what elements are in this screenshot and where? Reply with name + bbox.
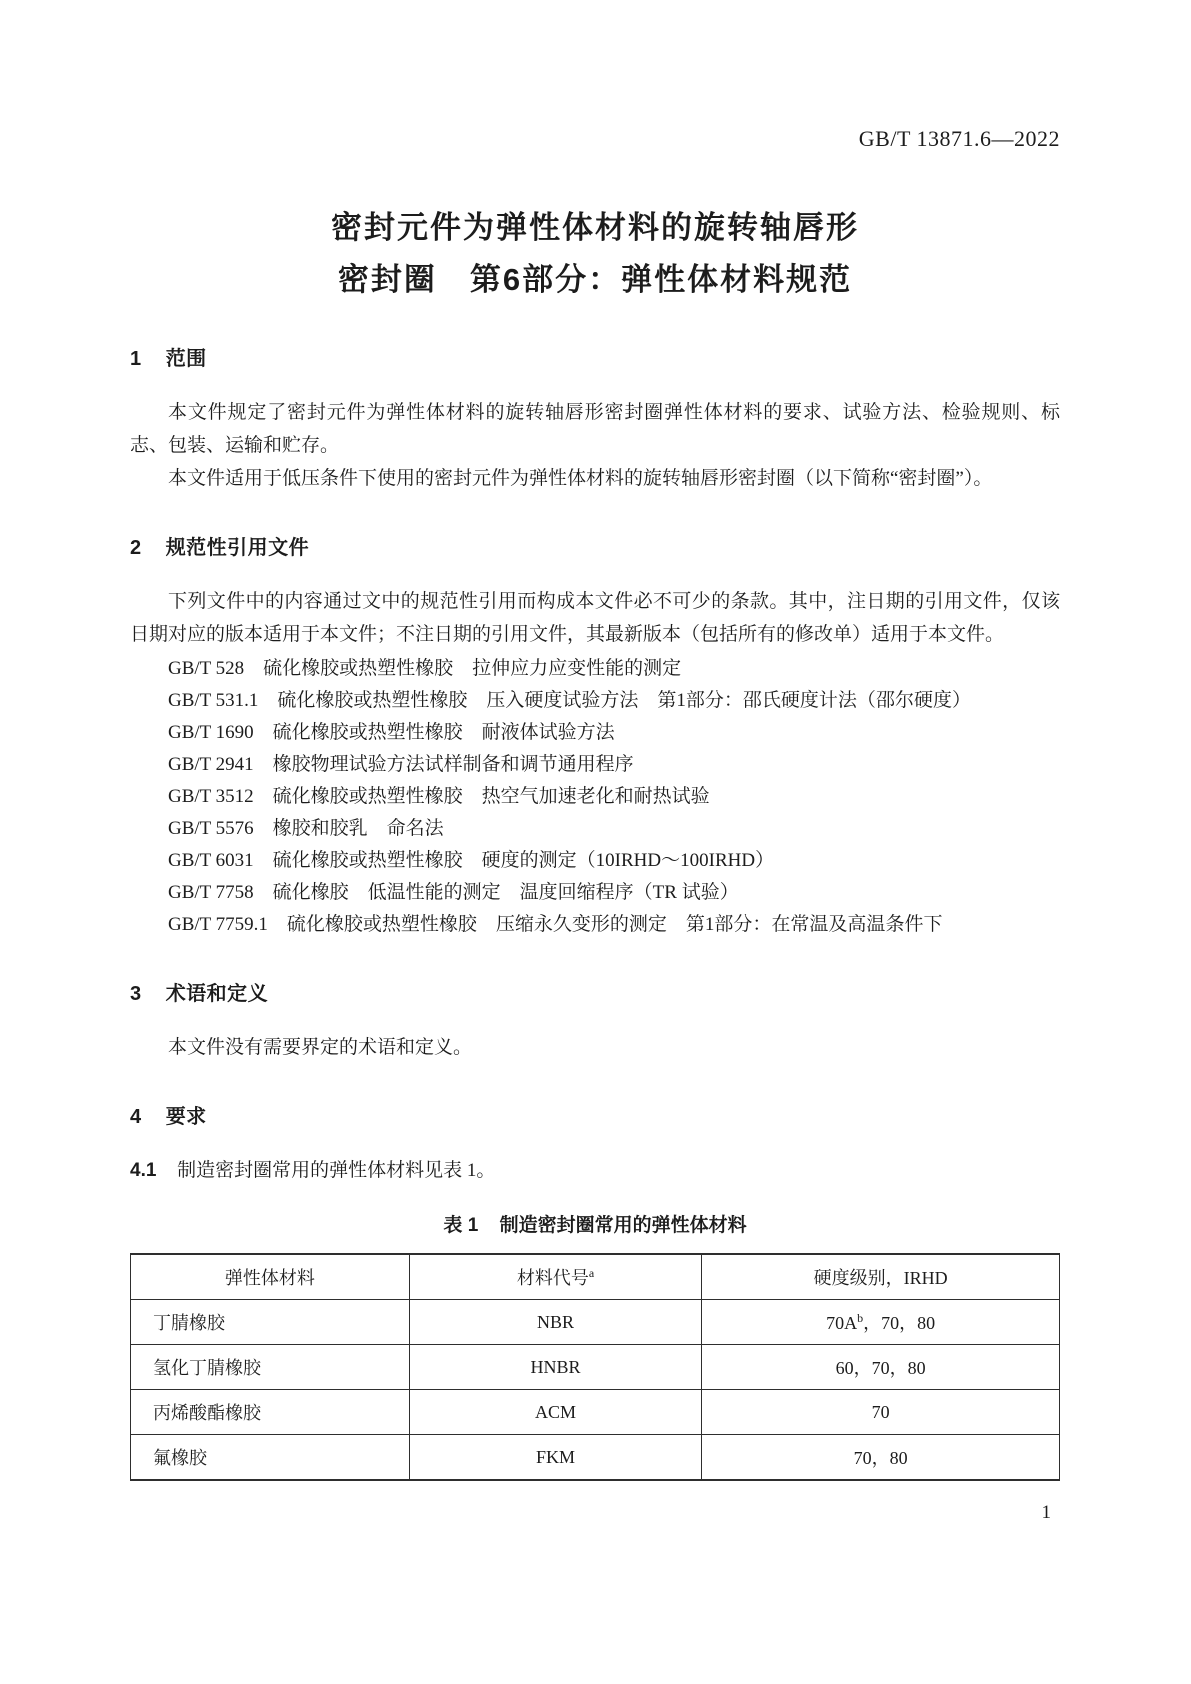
reference-item: GB/T 7759.1 硫化橡胶或热塑性橡胶 压缩永久变形的测定 第1部分：在常温及高温条件下: [168, 914, 943, 935]
reference-item: GB/T 531.1 硫化橡胶或热塑性橡胶 压入硬度试验方法 第1部分：邵氏硬度计法（邵尔硬度）: [168, 690, 971, 711]
section-title-text: 范围: [165, 348, 207, 370]
table-cell-hardness: 70: [702, 1390, 1060, 1435]
section-title-text: 规范性引用文件: [165, 537, 310, 559]
title-line-2: 密封圈 第6部分：弹性体材料规范: [337, 262, 853, 297]
table-cell-hardness: 70，80: [702, 1435, 1060, 1481]
page-number: 1: [1041, 1502, 1051, 1523]
reference-item: GB/T 1690 硫化橡胶或热塑性橡胶 耐液体试验方法: [168, 722, 615, 743]
table-caption-text: 制造密封圈常用的弹性体材料: [499, 1215, 747, 1236]
section-number: 2: [130, 537, 142, 559]
doc-number: GB/T 13871.6—2022: [858, 126, 1060, 151]
reference-item: GB/T 3512 硫化橡胶或热塑性橡胶 热空气加速老化和耐热试验: [168, 786, 710, 807]
section-heading-terms-definitions: [130, 981, 1060, 1007]
table-row: [131, 1300, 1060, 1345]
table-header-material: 弹性体材料: [131, 1254, 410, 1300]
table-cell-hardness: 60，70，80: [702, 1345, 1060, 1390]
table-cell-material: 氢化丁腈橡胶: [131, 1345, 410, 1390]
clause-number: 4.1: [130, 1160, 157, 1181]
materials-table: [130, 1253, 1060, 1481]
paragraph-scope-1: 本文件规定了密封元件为弹性体材料的旋转轴唇形密封圈弹性体材料的要求、试验方法、检验规则、标志、包装、运输和贮存。: [130, 402, 1060, 456]
section-title-text: 要求: [165, 1106, 207, 1128]
paragraph-terms: 本文件没有需要界定的术语和定义。: [168, 1037, 473, 1058]
table-row: [131, 1390, 1060, 1435]
reference-item: GB/T 5576 橡胶和胶乳 命名法: [168, 818, 444, 839]
paragraph-scope-2: 本文件适用于低压条件下使用的密封元件为弹性体材料的旋转轴唇形密封圈（以下简称“密封圈”）。: [168, 468, 993, 489]
section-number: 4: [130, 1106, 142, 1128]
section-heading-requirements: [130, 1104, 1060, 1130]
table-cell-code: HNBR: [409, 1345, 702, 1390]
reference-item: GB/T 6031 硫化橡胶或热塑性橡胶 硬度的测定（10IRHD～100IRHD）: [168, 850, 775, 871]
table-cell-material: 丁腈橡胶: [131, 1300, 410, 1345]
paragraph-references-intro: 下列文件中的内容通过文中的规范性引用而构成本文件必不可少的条款。其中，注日期的引用文件，仅该日期对应的版本适用于本文件；不注日期的引用文件，其最新版本（包括所有的修改单）适用于本文件。: [130, 591, 1060, 645]
footnote-marker-b: b: [857, 1311, 864, 1325]
clause-4-1: [130, 1154, 1060, 1187]
reference-list: [130, 653, 1060, 941]
table-header-hardness: 硬度级别，IRHD: [702, 1254, 1060, 1300]
table-row: [131, 1435, 1060, 1481]
section-heading-normative-references: [130, 535, 1060, 561]
table-cell-code: NBR: [409, 1300, 702, 1345]
section-title-text: 术语和定义: [165, 983, 269, 1005]
document-title: [130, 202, 1060, 306]
table-header-row: [131, 1254, 1060, 1300]
footnote-marker-a: a: [588, 1266, 595, 1280]
table-cell-code: ACM: [409, 1390, 702, 1435]
table-cell-code: FKM: [409, 1435, 702, 1481]
section-heading-scope: [130, 346, 1060, 372]
table-header-code: 材料代号$^a$: [409, 1254, 702, 1300]
table-cell-material: 丙烯酸酯橡胶: [131, 1390, 410, 1435]
table-caption-number: 表 1: [443, 1215, 479, 1236]
table-cell-material: 氟橡胶: [131, 1435, 410, 1481]
title-line-1: 密封元件为弹性体材料的旋转轴唇形: [331, 210, 859, 245]
table-cell-hardness: $70A^b$，70，80: [702, 1300, 1060, 1345]
table-row: [131, 1345, 1060, 1390]
table-caption: [130, 1213, 1060, 1239]
section-number: 3: [130, 983, 142, 1005]
reference-item: GB/T 2941 橡胶物理试验方法试样制备和调节通用程序: [168, 754, 634, 775]
reference-item: GB/T 7758 硫化橡胶 低温性能的测定 温度回缩程序（TR 试验）: [168, 882, 739, 903]
reference-item: GB/T 528 硫化橡胶或热塑性橡胶 拉伸应力应变性能的测定: [168, 658, 682, 679]
clause-text: 制造密封圈常用的弹性体材料见表 1。: [177, 1160, 496, 1181]
section-number: 1: [130, 348, 142, 370]
